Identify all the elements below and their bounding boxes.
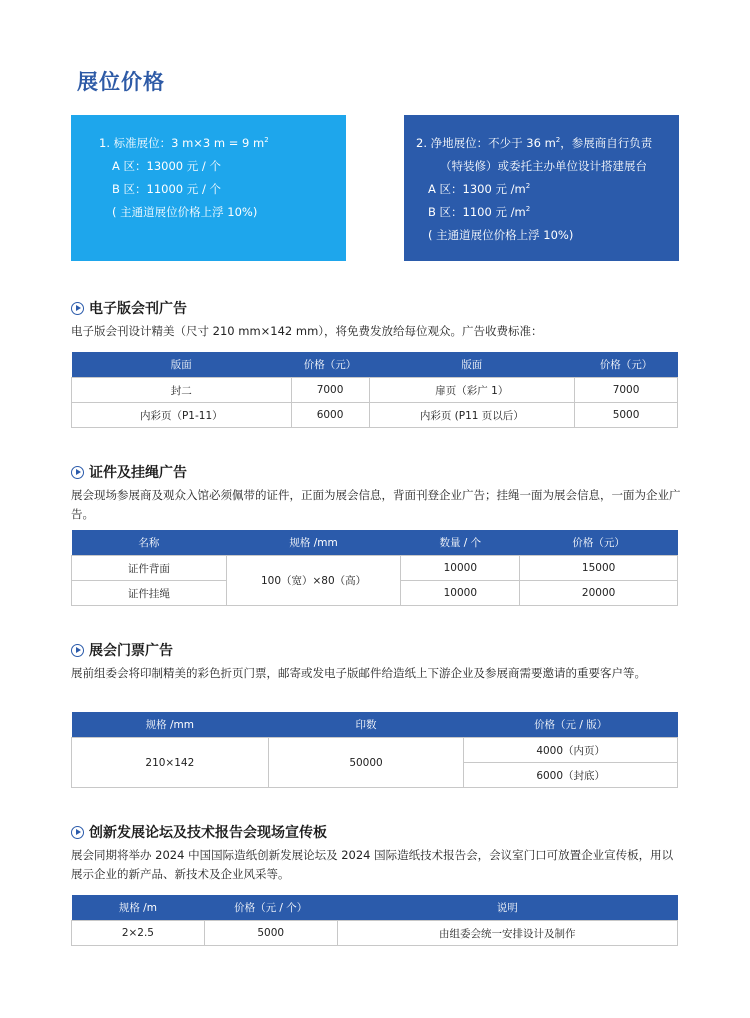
- table-cell: 内彩页（P1-11）: [72, 403, 292, 428]
- table-cell: 6000: [291, 403, 369, 428]
- forum-section-title: 创新发展论坛及技术报告会现场宣传板: [89, 825, 327, 841]
- standard-booth-a-zone: A 区：13000 元 / 个: [112, 159, 221, 173]
- table-cell: 210×142: [72, 738, 269, 788]
- raw-space-booth-a-zone: A 区：1300 元 $/m^2$: [428, 182, 531, 196]
- table-cell: 证件背面: [72, 556, 227, 581]
- standard-booth-b-zone: B 区：11000 元 / 个: [112, 182, 221, 196]
- badge-section-header: [71, 462, 187, 482]
- ebook-section-header: [71, 298, 187, 318]
- table-cell: 10000: [401, 581, 520, 606]
- forum-section-header: [71, 822, 327, 842]
- table-row: [72, 556, 678, 581]
- table-cell: 20000: [520, 581, 678, 606]
- standard-booth-size: 1. 标准展位：3 m×3 m = 9 $m^2$: [99, 136, 269, 150]
- standard-booth-note: ( 主通道展位价格上浮 10%): [112, 205, 258, 219]
- table-header-cell: 版面: [369, 352, 575, 378]
- table-header-row: [72, 352, 678, 378]
- table-header-cell: 价格（元 / 个）: [204, 895, 337, 921]
- table-cell: 7000: [291, 378, 369, 403]
- table-header-row: [72, 530, 678, 556]
- ebook-price-table: [71, 352, 678, 428]
- page-title: 展位价格: [77, 70, 165, 94]
- table-header-cell: 印数: [268, 712, 464, 738]
- badge-section-desc: 展会现场参展商及观众入馆必须佩带的证件，正面为展会信息，背面刊登企业广告；挂绳一面为展会信息，一面为企业广告。: [71, 488, 681, 521]
- table-cell: 100（宽）×80（高）: [226, 556, 401, 606]
- play-circle-icon: [71, 644, 84, 657]
- table-header-cell: 说明: [337, 895, 677, 921]
- table-cell: 扉页（彩广 1）: [369, 378, 575, 403]
- raw-space-booth-size: 2. 净地展位：不少于 36 $m^2$，参展商自行负责: [416, 136, 653, 150]
- table-cell: 内彩页 (P11 页以后）: [369, 403, 575, 428]
- table-cell: 50000: [268, 738, 464, 788]
- table-header-cell: 价格（元 / 版）: [464, 712, 678, 738]
- play-circle-icon: [71, 302, 84, 315]
- table-cell: 5000: [204, 921, 337, 946]
- forum-section-desc: 展会同期将举办 2024 中国国际造纸创新发展论坛及 2024 国际造纸技术报告会，会议室门口可放置企业宣传板，用以展示企业的新产品、新技术及企业风采等。: [71, 848, 674, 881]
- ebook-section-title: 电子版会刊广告: [89, 301, 187, 317]
- raw-space-booth-desc: （特装修）或委托主办单位设计搭建展台: [440, 159, 647, 173]
- table-row: [72, 403, 678, 428]
- raw-space-booth-box: [404, 115, 679, 261]
- table-header-cell: 价格（元）: [575, 352, 678, 378]
- table-header-cell: 价格（元）: [291, 352, 369, 378]
- table-cell: 封二: [72, 378, 292, 403]
- table-row: [72, 738, 678, 763]
- ticket-price-table: [71, 712, 678, 788]
- table-header-cell: 价格（元）: [520, 530, 678, 556]
- table-row: [72, 378, 678, 403]
- table-cell: 5000: [575, 403, 678, 428]
- table-row: [72, 921, 678, 946]
- table-header-cell: 名称: [72, 530, 227, 556]
- ticket-section-desc: 展前组委会将印制精美的彩色折页门票，邮寄或发电子版邮件给造纸上下游企业及参展商需要邀请的重要客户等。: [71, 666, 646, 680]
- table-header-cell: 规格 /m: [72, 895, 205, 921]
- table-header-cell: 规格 /mm: [72, 712, 269, 738]
- table-cell: 4000（内页）: [464, 738, 678, 763]
- table-cell: 6000（封底）: [464, 763, 678, 788]
- forum-price-table: [71, 895, 678, 946]
- play-circle-icon: [71, 826, 84, 839]
- play-circle-icon: [71, 466, 84, 479]
- table-cell: 2×2.5: [72, 921, 205, 946]
- raw-space-booth-note: ( 主通道展位价格上浮 10%): [428, 228, 574, 242]
- table-header-row: [72, 712, 678, 738]
- badge-section-title: 证件及挂绳广告: [89, 465, 187, 481]
- ebook-section-desc: 电子版会刊设计精美（尺寸 210 mm×142 mm），将免费发放给每位观众。广告收费标准：: [71, 324, 543, 338]
- badge-price-table: [71, 530, 678, 606]
- table-header-cell: 规格 /mm: [226, 530, 401, 556]
- table-header-cell: 数量 / 个: [401, 530, 520, 556]
- raw-space-booth-b-zone: B 区：1100 元 $/m^2$: [428, 205, 531, 219]
- ticket-section-title: 展会门票广告: [89, 643, 173, 659]
- table-cell: 10000: [401, 556, 520, 581]
- table-cell: 由组委会统一安排设计及制作: [337, 921, 677, 946]
- table-cell: 15000: [520, 556, 678, 581]
- table-header-cell: 版面: [72, 352, 292, 378]
- table-header-row: [72, 895, 678, 921]
- standard-booth-box: [71, 115, 346, 261]
- ticket-section-header: [71, 640, 173, 660]
- table-cell: 7000: [575, 378, 678, 403]
- table-cell: 证件挂绳: [72, 581, 227, 606]
